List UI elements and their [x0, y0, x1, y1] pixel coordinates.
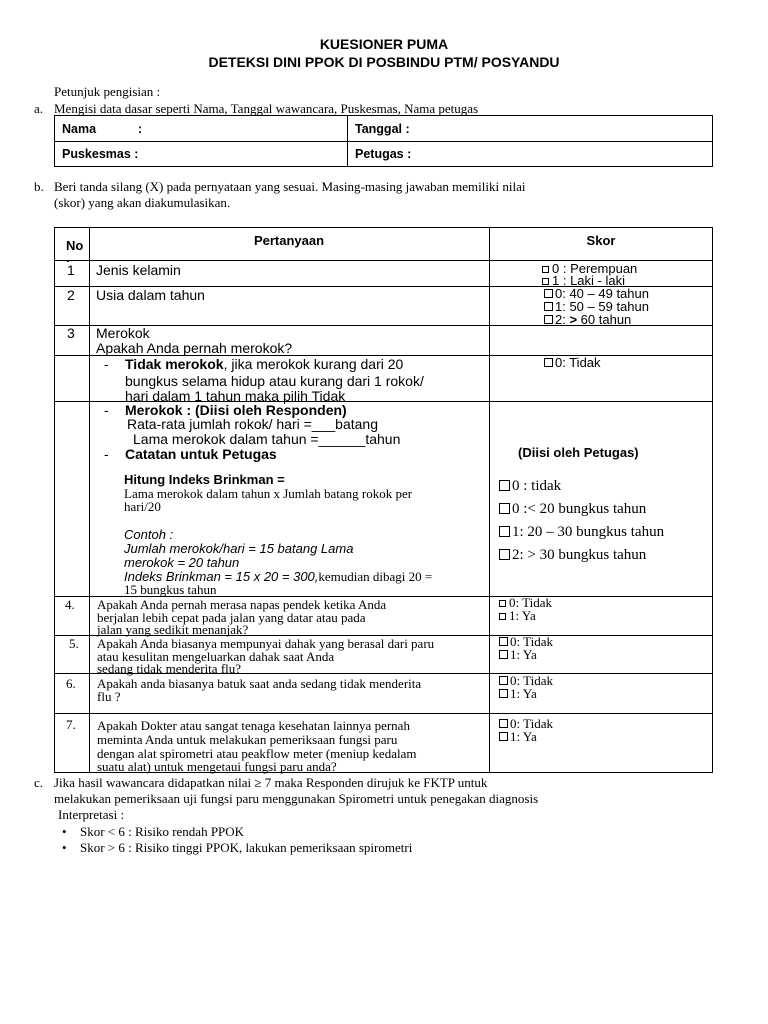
- brinkman-option-20-30[interactable]: 1: 20 – 30 bungkus tahun: [499, 524, 664, 541]
- contoh-line2: merokok = 20 tahun: [124, 555, 240, 570]
- q7-number: 7.: [66, 717, 76, 732]
- nama-colon: :: [138, 122, 143, 136]
- checkbox-icon: [499, 650, 508, 659]
- q3-catatan-dash: -: [104, 446, 109, 462]
- q4-line2: berjalan lebih cepat pada jalan yang datar atau pada: [97, 610, 366, 625]
- q5-line2: atau kesulitan mengeluarkan dahak saat Anda: [97, 649, 335, 664]
- q3-tidak-dash: -: [104, 356, 109, 372]
- q3-number: 3: [67, 325, 75, 341]
- q6-number: 6.: [66, 676, 76, 691]
- q2-number: 2: [67, 287, 75, 303]
- checkbox-icon: [499, 480, 510, 491]
- q1-text: Jenis kelamin: [96, 262, 181, 278]
- info-table-divider: [54, 141, 713, 142]
- checkbox-icon: [544, 289, 553, 298]
- checkbox-icon: [499, 526, 510, 537]
- instruction-b-line2: (skor) yang akan diakumulasikan.: [54, 195, 231, 210]
- q4-line3: jalan yang sedikit menanjak?: [97, 622, 249, 637]
- table-column-divider: [489, 227, 490, 773]
- brinkman-option-under-20[interactable]: 0 :< 20 bungkus tahun: [499, 501, 646, 518]
- checkbox-icon: [499, 549, 510, 560]
- q6-option-tidak[interactable]: 0: Tidak: [499, 673, 553, 689]
- q1-number: 1: [67, 262, 75, 278]
- q1-option-laki[interactable]: 1 : Laki - laki: [542, 273, 625, 288]
- interpretasi-low-risk: Skor < 6 : Risiko rendah PPOK: [80, 824, 245, 839]
- q3-tidak-line1: Tidak merokok, jika merokok kurang dari 20: [125, 356, 404, 372]
- checkbox-icon: [542, 266, 549, 273]
- checkbox-icon: [499, 503, 510, 514]
- puskesmas-label: Puskesmas :: [62, 147, 139, 161]
- instruction-b-marker: b.: [34, 179, 44, 194]
- q1-option-perempuan[interactable]: 0 : Perempuan: [542, 261, 637, 276]
- q2-option-60-plus[interactable]: 2: > 60 tahun: [544, 312, 631, 327]
- q3-tidak-option[interactable]: 0: Tidak: [544, 355, 601, 370]
- q3-question: Apakah Anda pernah merokok?: [96, 340, 293, 356]
- checkbox-icon: [544, 302, 553, 311]
- contoh-line4: 15 bungkus tahun: [124, 582, 217, 597]
- brinkman-formula-line2: hari/20: [124, 499, 161, 514]
- checkbox-icon: [499, 637, 508, 646]
- instruction-a-marker: a.: [34, 101, 44, 116]
- q4-line1: Apakah Anda pernah merasa napas pendek ketika Anda: [97, 597, 387, 612]
- table-row-divider: [54, 713, 713, 714]
- q4-number: 4.: [65, 597, 75, 612]
- q3-title: Merokok: [96, 325, 150, 341]
- brinkman-option-tidak[interactable]: 0 : tidak: [499, 478, 561, 495]
- q3-tidak-line3: hari dalam 1 tahun maka pilih Tidak: [125, 388, 346, 404]
- q3-merokok-heading: Merokok : (Diisi oleh Responden): [125, 402, 347, 418]
- checkbox-icon: [499, 676, 508, 685]
- diisi-petugas-label: (Diisi oleh Petugas): [518, 445, 639, 460]
- q2-option-50-59[interactable]: 1: 50 – 59 tahun: [544, 299, 649, 314]
- instruction-c-marker: c.: [34, 775, 44, 790]
- instruction-b-line1: Beri tanda silang (X) pada pernyataan yang sesuai. Masing-masing jawaban memiliki nilai: [54, 179, 526, 194]
- q5-number: 5.: [69, 636, 79, 651]
- q3-catatan-heading: Catatan untuk Petugas: [125, 446, 277, 462]
- header-question: Pertanyaan: [253, 233, 325, 248]
- checkbox-icon: [499, 689, 508, 698]
- interpretasi-high-risk: Skor > 6 : Risiko tinggi PPOK, lakukan pemeriksaan spirometri: [80, 840, 413, 855]
- tanggal-label: Tanggal :: [355, 122, 410, 136]
- q5-option-tidak[interactable]: 0: Tidak: [499, 634, 553, 650]
- q6-option-ya[interactable]: 1: Ya: [499, 686, 537, 702]
- checkbox-icon: [499, 600, 506, 607]
- instruction-c-line2: melakukan pemeriksaan uji fungsi paru menggunakan Spirometri untuk penegakan diagnosis: [54, 791, 539, 806]
- instruction-c-line1: Jika hasil wawancara didapatkan nilai ≥ 7 maka Responden dirujuk ke FKTP untuk: [54, 775, 488, 790]
- q3-rata-rata: Rata-rata jumlah rokok/ hari =___batang: [127, 416, 378, 432]
- q7-line2: meminta Anda untuk melakukan pemeriksaan fungsi paru: [97, 732, 398, 747]
- q5-option-ya[interactable]: 1: Ya: [499, 647, 537, 663]
- q2-option-40-49[interactable]: 0: 40 – 49 tahun: [544, 286, 649, 301]
- interpretasi-heading: Interpretasi :: [58, 807, 125, 822]
- instructions-heading: Petunjuk pengisian :: [54, 84, 161, 99]
- q6-line1: Apakah anda biasanya batuk saat anda sedang tidak menderita: [97, 676, 422, 691]
- header-no: No: [66, 238, 84, 253]
- checkbox-icon: [544, 358, 553, 367]
- q5-line1: Apakah Anda biasanya mempunyai dahak yang berasal dari paru: [97, 636, 435, 651]
- checkbox-icon: [544, 315, 553, 324]
- bullet-icon: •: [62, 840, 67, 855]
- brinkman-formula-line1: Lama merokok dalam tahun x Jumlah batang rokok per: [124, 486, 413, 501]
- document-subtitle: DETEKSI DINI PPOK DI POSBINDU PTM/ POSYANDU: [208, 54, 560, 70]
- q7-line1: Apakah Dokter atau sangat tenaga kesehatan lainnya pernah: [97, 718, 410, 733]
- contoh-line1: Jumlah merokok/hari = 15 batang Lama: [124, 541, 354, 556]
- q6-line2: flu ?: [97, 689, 121, 704]
- q2-text: Usia dalam tahun: [96, 287, 205, 303]
- contoh-line3: Indeks Brinkman = 15 x 20 = 300,kemudian dibagi 20 =: [124, 569, 433, 584]
- checkbox-icon: [542, 278, 549, 285]
- petugas-label: Petugas :: [355, 147, 412, 161]
- checkbox-icon: [499, 613, 506, 620]
- instruction-a-text: Mengisi data dasar seperti Nama, Tanggal wawancara, Puskesmas, Nama petugas: [54, 101, 479, 116]
- q3-tidak-line2: bungkus selama hidup atau kurang dari 1 rokok/: [125, 373, 424, 389]
- nama-label: Nama: [62, 122, 97, 136]
- contoh-heading: Contoh :: [124, 527, 174, 542]
- q3-lama-merokok: Lama merokok dalam tahun =______tahun: [133, 431, 401, 447]
- q4-option-ya[interactable]: 1: Ya: [499, 608, 536, 624]
- q7-option-tidak[interactable]: 0: Tidak: [499, 716, 553, 732]
- bullet-icon: •: [62, 824, 67, 839]
- checkbox-icon: [499, 732, 508, 741]
- q5-line3: sedang tidak menderita flu?: [97, 661, 242, 676]
- q7-line4: suatu alat) untuk mengetaui fungsi paru anda?: [97, 759, 337, 774]
- q7-option-ya[interactable]: 1: Ya: [499, 729, 537, 745]
- document-title: KUESIONER PUMA: [319, 36, 449, 52]
- checkbox-icon: [499, 719, 508, 728]
- header-no-dot: .: [66, 250, 70, 265]
- brinkman-option-over-30[interactable]: 2: > 30 bungkus tahun: [499, 547, 646, 564]
- info-table-divider: [347, 115, 348, 167]
- q3-merokok-dash: -: [104, 402, 109, 418]
- q4-option-tidak[interactable]: 0: Tidak: [499, 595, 552, 611]
- q7-line3: dengan alat spirometri atau peakflow meter (meniup kedalam: [97, 746, 417, 761]
- brinkman-heading: Hitung Indeks Brinkman =: [124, 472, 285, 487]
- table-column-divider: [89, 227, 90, 773]
- header-score: Skor: [586, 233, 616, 248]
